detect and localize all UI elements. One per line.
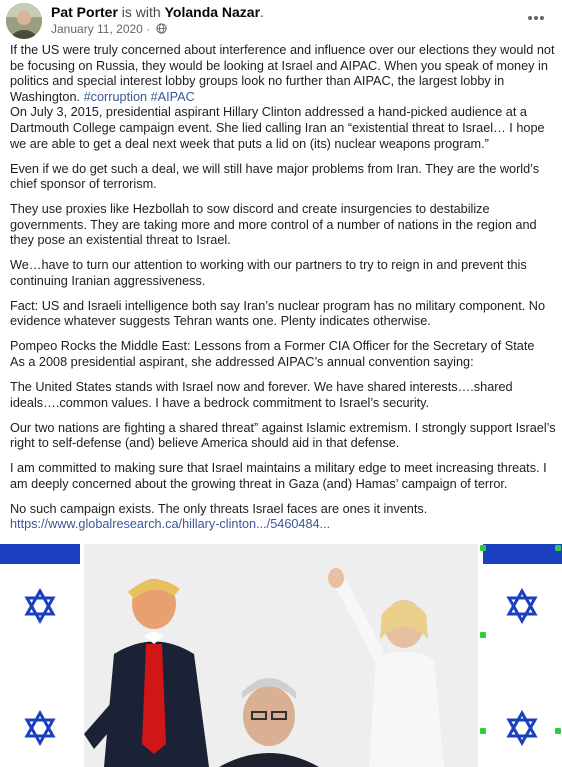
text-line: continuing Iranian aggressiveness. [10,273,206,288]
resize-handle[interactable] [480,728,486,734]
star-of-david-icon [22,710,58,746]
text-line: We…have to turn our attention to working with our partners to try to reign in and prevent this [10,258,527,273]
star-of-david-icon [22,588,58,624]
text-line: governments. They are taking more and more control of a number of nations in the region and [10,217,537,232]
avatar[interactable] [6,3,42,39]
paragraph-5 [10,299,552,330]
resize-handle[interactable] [480,632,486,638]
paragraph-3 [10,202,552,249]
post-header [0,0,562,44]
text-line: If the US were truly concerned about interference and influence over our elections they would not [10,43,555,57]
text-line-start: Washington. [10,89,84,104]
text-line: As a 2008 presidential aspirant, she addressed AIPAC’s annual convention saying: [10,355,474,370]
text-line: chief sponsor of terrorism. [10,177,157,192]
paragraph-2 [10,162,552,193]
tagged-user[interactable]: Yolanda Nazar [164,4,261,20]
author-name[interactable]: Pat Porter [51,4,118,20]
author-line [51,4,264,20]
text-line: they pose an existential threat to Israel. [10,233,231,248]
paragraph-9 [10,461,552,492]
text-line: Even if we do get such a deal, we will still have major problems from Iran. They are the world’s [10,161,540,176]
paragraph-4 [10,258,552,289]
post-date[interactable]: January 11, 2020 [51,22,143,36]
meta-separator: · [142,22,154,36]
avatar-image [6,3,42,39]
star-of-david-icon [504,588,540,624]
more-options-button[interactable] [524,8,548,28]
text-line: ideals….common values. I have a bedrock commitment to Israel’s security. [10,395,430,410]
text-line: right to self-defense (and) believe America should aid in that defense. [10,436,400,451]
star-of-david-icon [504,710,540,746]
text-line: we are able to get a deal next week that puts a lid on (its) nuclear weapons program.” [10,136,489,151]
text-line: They use proxies like Hezbollah to sow discord and create insurgencies to destabilize [10,202,490,217]
text-line: am deeply concerned about the growing threat in Gaza (and) Hamas’ campaign of terror. [10,476,508,491]
text-line: Pompeo Rocks the Middle East: Lessons from a Former CIA Officer for the Secretary of State [10,339,535,354]
paragraph-8 [10,420,556,452]
paragraph-1 [10,43,555,152]
resize-handle[interactable] [480,545,486,551]
paragraph-6 [10,339,552,370]
israel-flag-right [483,544,562,767]
flag-stripe [483,544,562,564]
text-line: No such campaign exists. The only threats Israel faces are ones it invents. [10,501,428,516]
hashtags-link[interactable]: #corruption #AIPAC [83,89,195,104]
text-line: Fact: US and Israeli intelligence both say Iran’s nuclear program has no military component. No [10,298,546,313]
text-line: evidence whatever suggests Tehran wants one. Plenty indicates otherwise. [10,314,431,329]
period: . [260,4,264,20]
text-line: politics and special interest lobby groups look no further than AIPAC, the largest lobby in [10,74,505,89]
text-line: On July 3, 2015, presidential aspirant Hillary Clinton addressed a hand-picked audience at a [10,105,527,120]
text-line [10,90,552,106]
resize-handle[interactable] [555,545,561,551]
flag-stripe [0,544,80,564]
text-line: I am committed to making sure that Israel maintains a military edge to meet increasing threats. I [10,461,547,476]
text-line: Our two nations are fighting a shared threat” against Islamic extremism. I strongly support Israel’s [10,420,556,435]
israel-flag-left [0,544,80,767]
photo-illustration [84,544,478,767]
resize-handle[interactable] [555,728,561,734]
text-line: The United States stands with Israel now and forever. We have shared interests….shared [10,380,513,395]
text-line: be focusing on Russia, they would be looking at Israel and AIPAC. When you speak of money in [10,58,548,73]
article-link[interactable]: https://www.globalresearch.ca/hillary-clinton.../5460484... [10,517,331,532]
post-text [10,43,556,542]
globe-icon [156,23,167,34]
with-text: is with [117,4,165,20]
photo [84,544,478,767]
paragraph-7 [10,380,552,411]
post-meta [51,22,167,36]
more-horizontal-icon [524,8,548,28]
paragraph-10 [10,502,552,533]
text-line: Dartmouth College campaign event. She lied calling Iran an “existential threat to Israel… I hope [10,120,545,135]
post-image[interactable] [0,544,562,767]
